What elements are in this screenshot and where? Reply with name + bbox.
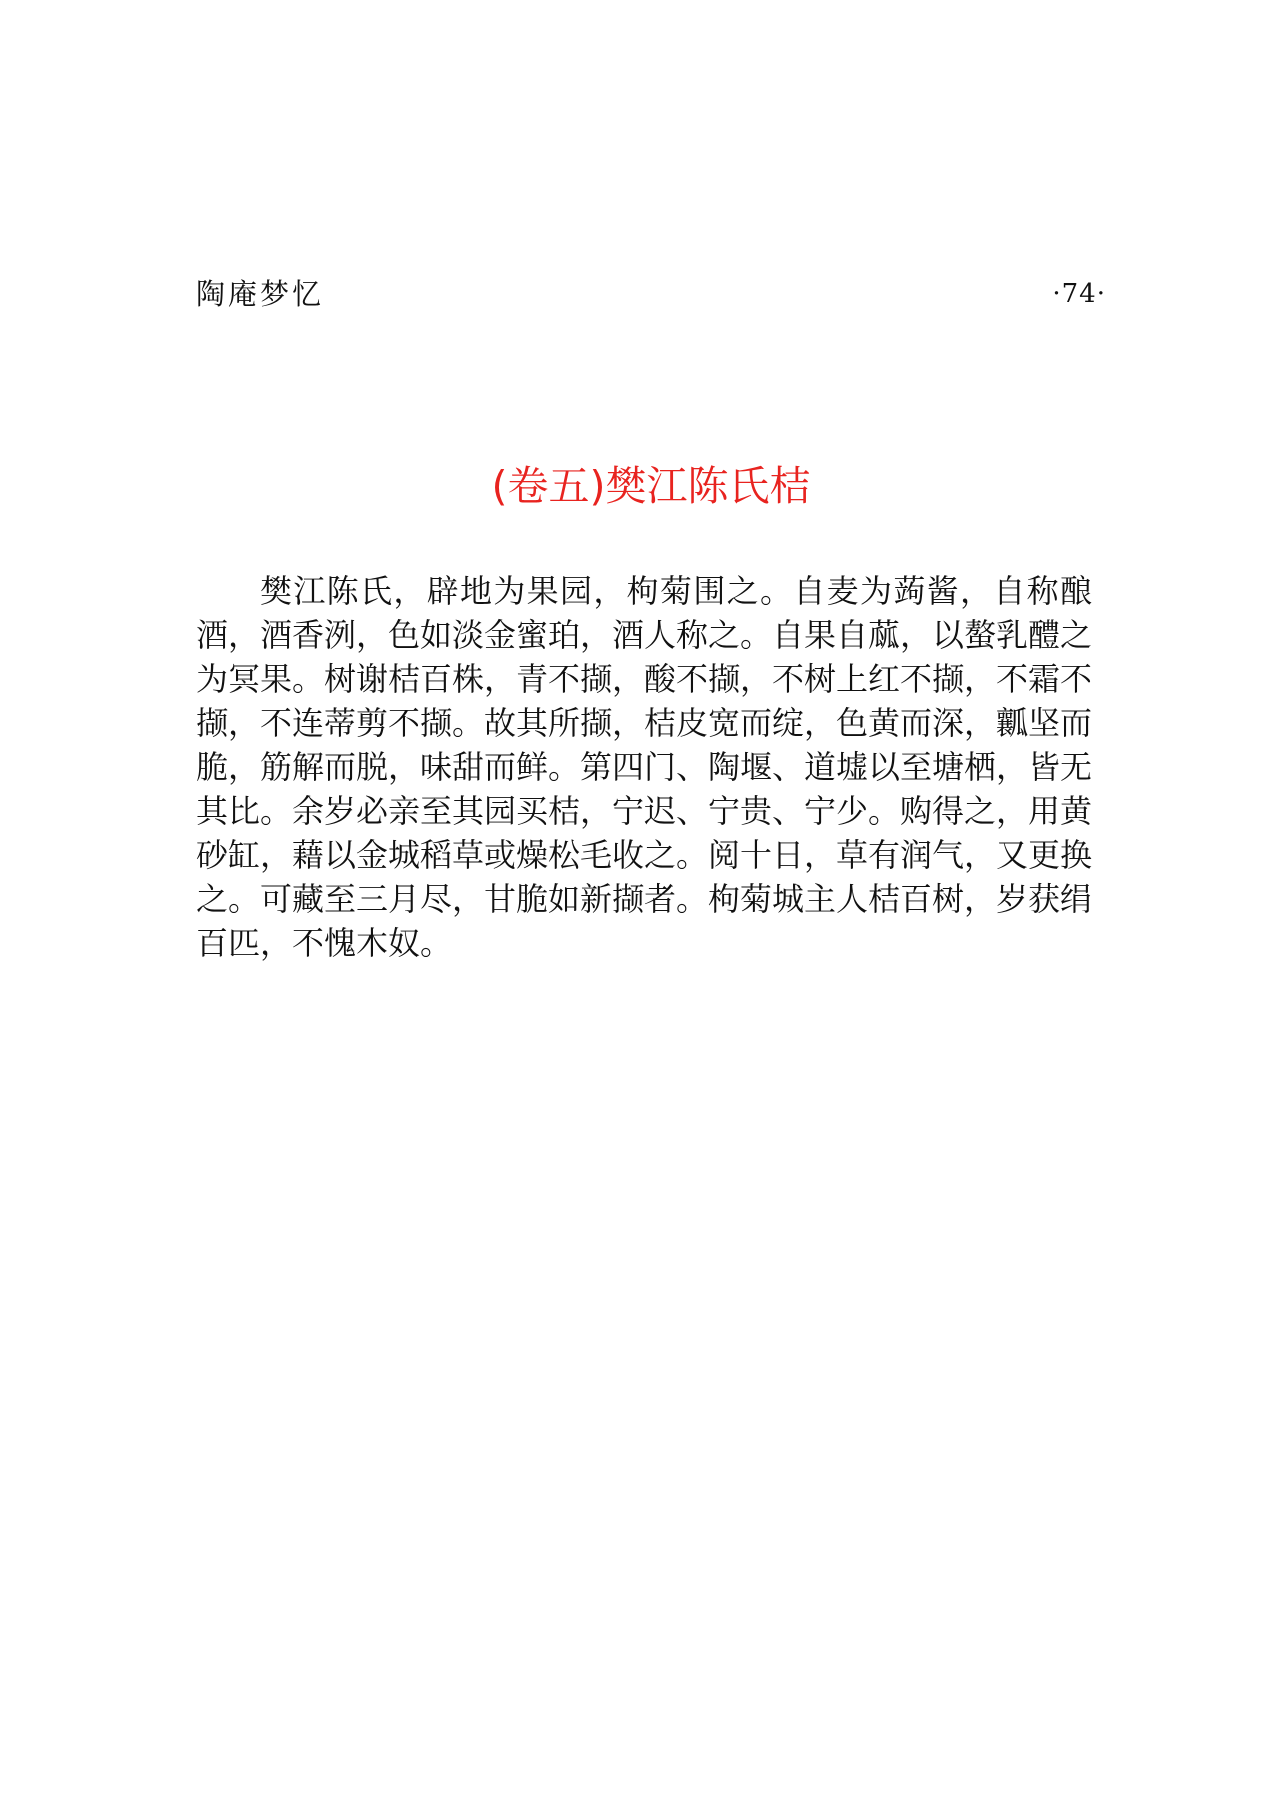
book-title: 陶庵梦忆 [196,277,325,311]
page-number: ·74· [1052,279,1106,309]
chapter-title: (卷五)樊江陈氏桔 [491,462,811,510]
page-header [196,272,1106,316]
body-paragraph: 樊江陈氏，辟地为果园，枸菊围之。自麦为蒟酱，自称酿酒，酒香洌，色如淡金蜜珀，酒人称之。自果自蓏，以螯乳醴之为冥果。树谢桔百株，青不撷，酸不撷，不树上红不撷，不霜不撷，不连蒂剪不撷。故其所撷，桔皮宽而绽，色黄而深，瓤坚而脆，筋解而脱，味甜而鲜。第四门、陶堰、道墟以至塘栖，皆无其比。余岁必亲至其园买桔，宁迟、宁贵、宁少。购得之，用黄砂缸，藉以金城稻草或燥松毛收之。阅十日，草有润气，又更换之。可藏至三月尽，甘脆如新撷者。枸菊城主人桔百树，岁获绢百匹，不愧木奴。 [196,572,1093,962]
